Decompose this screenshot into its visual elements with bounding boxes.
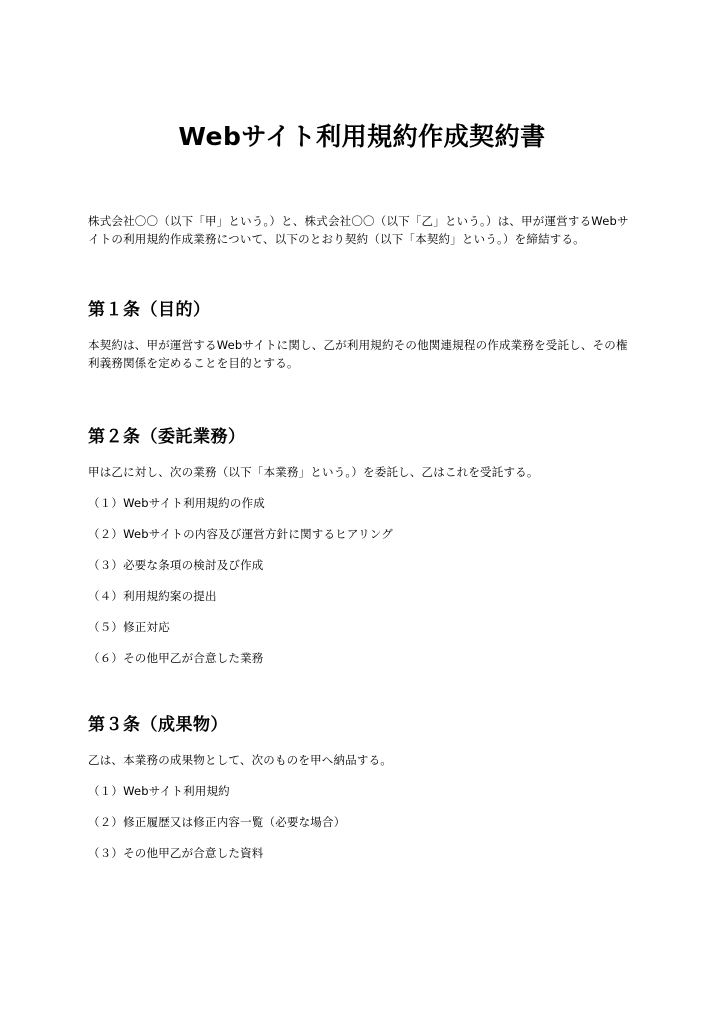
list-item: （３）必要な条項の検討及び作成 bbox=[88, 558, 264, 572]
article-2 bbox=[88, 425, 636, 667]
list-item: （５）修正対応 bbox=[88, 620, 170, 634]
list-item: （２）Webサイトの内容及び運営方針に関するヒアリング bbox=[88, 527, 393, 541]
intro-paragraph: 株式会社〇〇（以下「甲」という。）と、株式会社〇〇（以下「乙」という。）は、甲が運営するWebサイトの利用規約作成業務について、以下のとおり契約（以下「本契約」という。）を締結する。 bbox=[88, 214, 629, 246]
article-body: 乙は、本業務の成果物として、次のものを甲へ納品する。 bbox=[88, 753, 392, 767]
list-item: （１）Webサイト利用規約 bbox=[88, 784, 230, 798]
list-item: （１）Webサイト利用規約の作成 bbox=[88, 496, 265, 510]
list-item: （３）その他甲乙が合意した資料 bbox=[88, 846, 264, 860]
item-list bbox=[88, 782, 636, 862]
article-3 bbox=[88, 713, 636, 862]
list-item: （４）利用規約案の提出 bbox=[88, 589, 217, 603]
list-item: （６）その他甲乙が合意した業務 bbox=[88, 651, 264, 665]
document-title: Webサイト利用規約作成契約書 bbox=[178, 122, 546, 151]
article-body: 甲は乙に対し、次の業務（以下「本業務」という。）を委託し、乙はこれを受託する。 bbox=[88, 465, 539, 479]
item-list bbox=[88, 494, 636, 667]
article-heading: 第３条（成果物） bbox=[88, 715, 228, 735]
article-1 bbox=[88, 298, 636, 372]
article-heading: 第１条（目的） bbox=[88, 300, 211, 320]
list-item: （２）修正履歴又は修正内容一覧（必要な場合） bbox=[88, 815, 346, 829]
article-heading: 第２条（委託業務） bbox=[88, 427, 246, 447]
article-body: 本契約は、甲が運営するWebサイトに関し、乙が利用規約その他関連規程の作成業務を受託し、その権利義務関係を定めることを目的とする。 bbox=[88, 338, 628, 370]
